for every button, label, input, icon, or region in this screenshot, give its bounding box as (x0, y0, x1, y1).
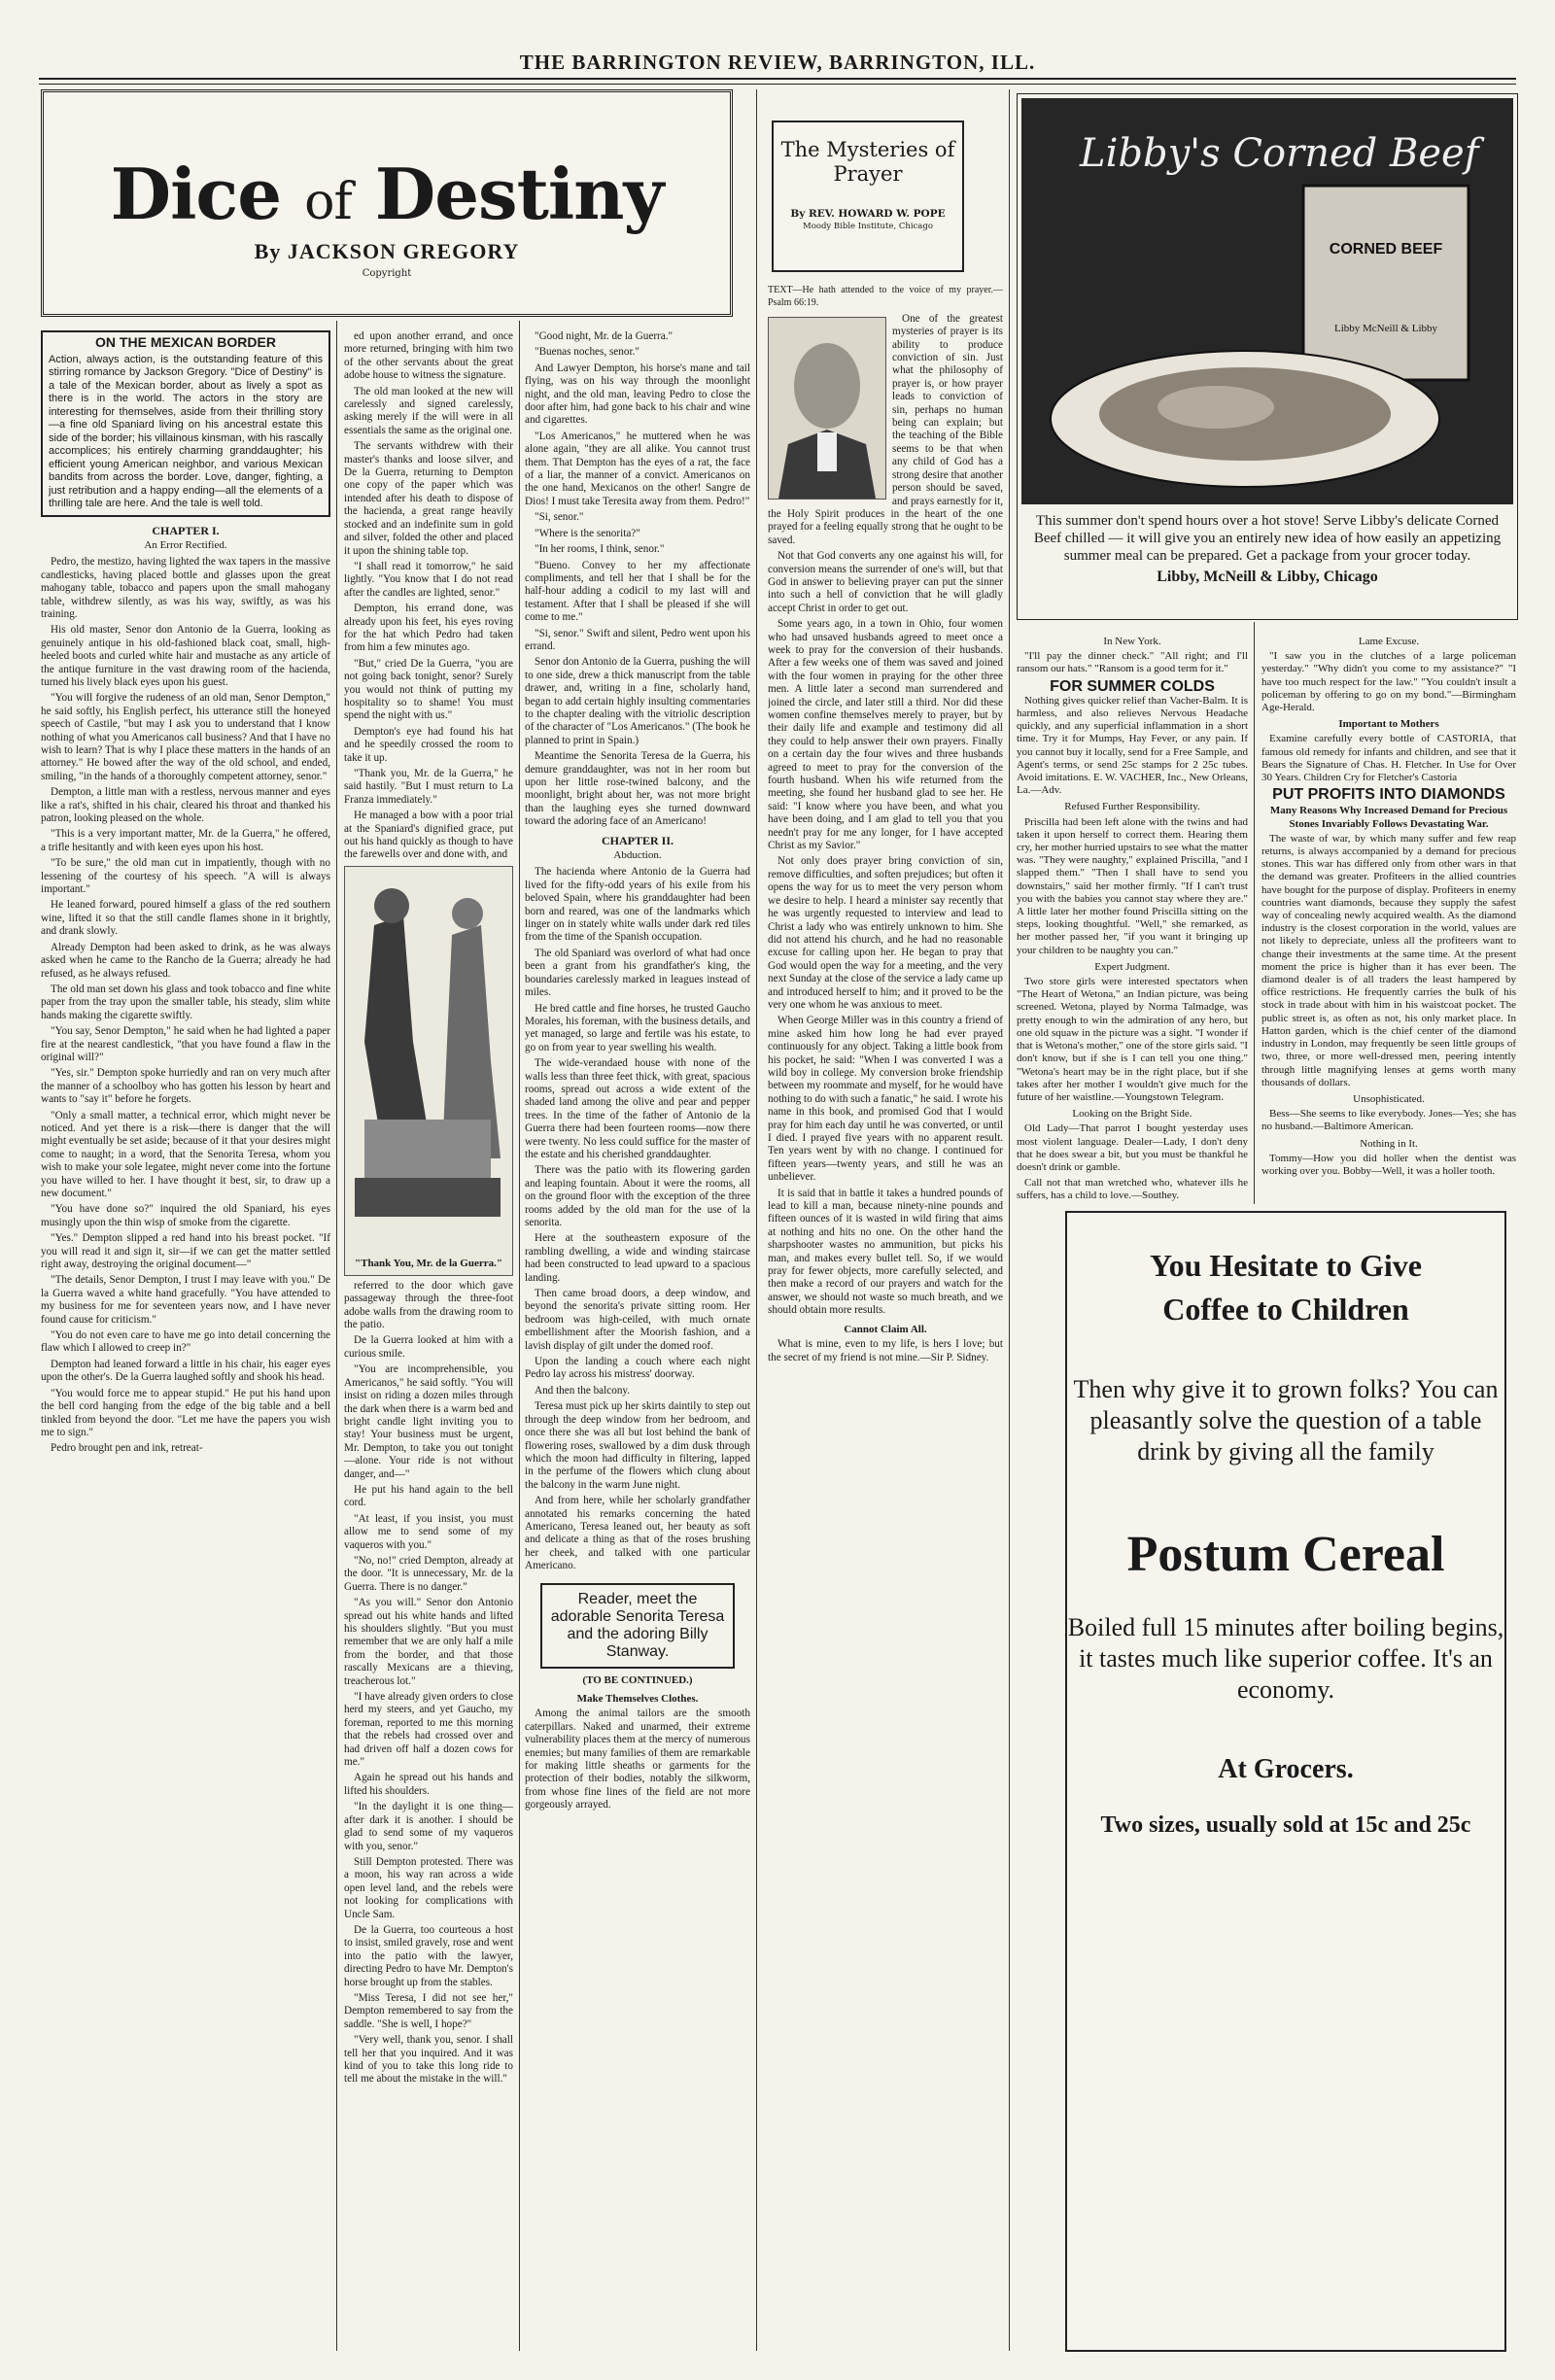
corned-beef-illustration (1021, 98, 1513, 504)
item-text: Old Lady—That parrot I bought yesterday uses most violent language. Dealer—Lady, I don't deny that he does swear a bit, but you must be thankful he doesn't drink or gamble. (1017, 1122, 1248, 1173)
diamonds-subheading: Many Reasons Why Increased Demand for Precious Stones Invariably Follows Devastating War. (1269, 805, 1508, 830)
filler-text: Among the animal tailors are the smooth caterpillars. Naked and unarmed, their extreme vulnerability places them at the mercy of numerous enemies; but many families of them are remarkable for making little sheaths or garments for the protection of their bodies, notably the silkworm, from whose fine lines of the field are not more gorgeously arrayed. (525, 1707, 750, 1811)
castoria-heading: Important to Mothers (1338, 718, 1439, 731)
paragraph: "Good night, Mr. de la Guerra." (535, 330, 674, 342)
illustration-caption: "Thank You, Mr. de la Guerra." (355, 1258, 502, 1270)
illustration-art (345, 867, 512, 1256)
paragraph: referred to the door which gave passageway through the three-foot adobe walls from the drawing room to the patio. (344, 1279, 513, 1331)
paragraph: Not only does prayer bring conviction of sin, remove difficulties, and soften prejudices; but often it opens the way for us to meet the very person whom we desire to help. I heard a minister say recently that he was urgently requested to interview and lead to Christ a lady who was entirely unknown to him. She did not attend his church, and he had no reasonable excuse for calling upon her. He began to pray that God would open the way for a meeting, and the very next Sunday at the close of the service a lady came up and introduced herself to him; and it proved to be the very one whom he was anxious to meet. (768, 855, 1003, 1011)
paragraph: Again he spread out his hands and lifted his shoulders. (344, 1772, 513, 1797)
chapter-heading: CHAPTER II. (601, 833, 674, 847)
paragraph: "You are incomprehensible, you Americanos," he said softly. "You will insist on riding a dozen miles through the dark when there is a warm bed and bright candle light inviting you to stay! Your business must be urgent, Mr. Dempton, to take you out tonight—alone. Your ride is not without danger, and—" (344, 1363, 513, 1480)
paragraph: "The details, Senor Dempton, I trust I may leave with you." De la Guerra waved a white hand gracefully. "You have attended to my business for me for seventeen years now, and I have never found cause for criticism." (41, 1274, 330, 1326)
libby-ad-text: This summer don't spend hours over a hot stove! Serve Libby's delicate Corned Beef chilled — it will give you an entirely new idea of how easily an appetizing summer meal can be prepared. Get a package from your grocer today. (1033, 513, 1502, 564)
paragraph: Then came broad doors, a deep window, and beyond the senorita's private sitting room. Her bedroom was high-ceiled, with much ornate embellishment after the Moorish fashion, and a lavish display of gilt under the domed roof. (525, 1288, 750, 1352)
paragraph: "You say, Senor Dempton," he said when he had lighted a paper fire at the nearest candlestick, "that you have found a flaw in the original will?" (41, 1025, 330, 1063)
story-body (525, 330, 750, 829)
paragraph: Still Dempton protested. There was a moon, his way ran across a wide open level land, and the rebels were not looking for complications with Uncle Sam. (344, 1855, 513, 1920)
paragraph: "Los Americanos," he muttered when he was alone again, "they are all alike. You cannot trust them. That Dempton has the eyes of a rat, the face of a liar, the manner of a convict. Americanos on the one hand, Mexicanos on the other! Sangre de Dios! I must take Teresita away from them. Pedro!" (525, 430, 750, 507)
story-byline: By JACKSON GREGORY (254, 239, 520, 263)
paragraph: He managed a bow with a poor trial at the Spaniard's dignified grace, put out his hand quickly as though to have the farewells over and done with, and (344, 810, 513, 861)
paragraph: Pedro, the mestizo, having lighted the wax tapers in the massive candlesticks, having placed bottle and glasses upon the great mahogany table, tobacco and papers upon the small mahogany table, withdrew silently, as was his way, swiftly, as was his training. (41, 556, 330, 620)
paragraph: "Si, senor." Swift and silent, Pedro went upon his errand. (525, 627, 750, 652)
item-heading: Lame Excuse. (1358, 636, 1420, 647)
paragraph: "You do not even care to have me go into detail concerning the flaw which I allowed to creep in?" (41, 1329, 330, 1355)
can-label: CORNED BEEF (1329, 241, 1443, 258)
paragraph: "Very well, thank you, senor. I shall tell her that you inquired. And it was kind of you to take this long ride to tell me about the mistake in the will." (344, 2034, 513, 2086)
paragraph: The old man looked at the new will carelessly and signed carelessly, asking merely if the will were in all essentials the same as the original one. (344, 385, 513, 436)
postum-ad (1065, 1211, 1506, 2352)
ad-script-text: Libby's Corned Beef (1080, 131, 1479, 176)
paragraph: Not that God converts any one against his will, for conversion means the surrender of one's will, but that God in answer to believing prayer can put the sinner into such a hell of conviction that he will gladly accept Christ in order to get out. (768, 550, 1003, 614)
paragraph: The old man set down his glass and took tobacco and fine white paper from the tray upon the smaller table, his steady, slim white hands making the cigarette swiftly. (41, 983, 330, 1021)
paragraph: Pedro brought pen and ink, retreat- (51, 1442, 203, 1455)
paragraph: Meantime the Senorita Teresa de la Guerra, his demure granddaughter, was not in her room but upon her little rose-twined balcony, and the moonlight, bright about her, was not more bright than the laughing eyes she turned downward toward the adoring face of an Americano! (525, 750, 750, 828)
paragraph: "No, no!" cried Dempton, already at the door. "It is unnecessary, Mr. de la Guerra. There is no danger." (344, 1554, 513, 1593)
title-word: Dice (110, 153, 282, 235)
chapter-subtitle: An Error Rectified. (144, 538, 227, 551)
paragraph: "You will forgive the rudeness of an old man, Senor Dempton," he said softly, his English perfect, his utterance still the honeyed speech of Castile, "but may I ask you to understand that I know nothing of what you Americanos call business? And that I have no wish to learn? That is why I place these matters in the hands of an attorney." He bowed after the way of the old school, and ended, smiling, "in the hands of a thoroughly competent attorney, senor." (41, 692, 330, 782)
paragraph: The hacienda where Antonio de la Guerra had lived for the fifty-odd years of his exile from his beloved Spain, where his granddaughter had been born and reared, was one of the landmarks which linger on in stately white walls under dark red tiles from the time of the Spanish occupation. (525, 866, 750, 944)
filler-heading: Make Themselves Clothes. (576, 1692, 699, 1705)
masthead-rule-thin (39, 84, 1516, 85)
story-body (525, 866, 750, 1572)
paragraph: De la Guerra, too courteous a host to insist, smiled gravely, rose and went into the patio with the lawyer, directing Pedro to have Mr. Dempton's horse brought up from the stables. (344, 1923, 513, 1988)
paragraph: Dempton, a little man with a restless, nervous manner and eyes like a rat's, shifted in his chair, cleared his throat and thanked his patron, looking pleased on the whole. (41, 786, 330, 825)
synopsis-box (41, 330, 330, 517)
masthead-rule (39, 78, 1516, 80)
title-word: Destiny (374, 153, 664, 235)
postum-line-2: Coffee to Children (1162, 1292, 1409, 1327)
libby-ad-signature: Libby, McNeill & Libby, Chicago (1157, 569, 1378, 585)
story-headline (41, 89, 733, 317)
libby-ad-copy (1031, 512, 1503, 586)
author-portrait (768, 317, 886, 500)
item-text: Call not that man wretched who, whatever ills he suffers, has a child to love.—Southey. (1017, 1177, 1248, 1202)
story-illustration (344, 866, 513, 1276)
paragraph: He put his hand again to the bell cord. (344, 1483, 513, 1509)
story-column-1 (41, 330, 330, 2351)
paragraph: Dempton, his errand done, was already upon his feet, his eyes roving for the hat which Pedro had taken from him a few minutes ago. (344, 603, 513, 654)
paragraph: "In her rooms, I think, senor." (535, 543, 665, 556)
paragraph: "At least, if you insist, you must allow me to send some of my vaqueros with you." (344, 1512, 513, 1551)
paragraph: "I shall read it tomorrow," he said lightly. "You know that I do not read after the candles are lighted, senor." (344, 560, 513, 599)
paragraph: De la Guerra looked at him with a curious smile. (344, 1334, 513, 1360)
paragraph: "Bueno. Convey to her my affectionate compliments, and tell her that I shall be for the half-hour adding a codicil to my last will and testament. After that I shall be pleased if she will come to me." (525, 559, 750, 624)
mysteries-title: The Mysteries of Prayer (780, 138, 955, 186)
paragraph: "Thank you, Mr. de la Guerra," he said hastily. "But I must return to La Franza immediately." (344, 768, 513, 806)
paragraph: "Yes, sir." Dempton spoke hurriedly and ran on very much after the manner of a schoolboy who has gotten his lesson by heart and wants to "say it" before he forgets. (41, 1067, 330, 1106)
paragraph: Dempton had leaned forward a little in his chair, his eager eyes upon the other's. De la Guerra laughed softly and shook his head. (41, 1358, 330, 1384)
castoria-text: Examine carefully every bottle of CASTORIA, that famous old remedy for infants and children, and see that it Bears the Signature of Chas. H. Fletcher. In Use for Over 30 Years. Children Cry for Fletcher's Castoria (1261, 733, 1516, 784)
paragraph: "As you will." Senor don Antonio spread out his white hands and lifted his shoulders slightly. "But you must remember that we are only half a mile from the border, and that those rascally Mexicans are a thieving, treacherous lot." (344, 1597, 513, 1687)
column-separator (1254, 622, 1255, 1204)
item-heading: Unsophisticated. (1353, 1092, 1425, 1105)
paragraph: He leaned forward, poured himself a glass of the red southern wine, lifted it so that the still candle flames shone in it brightly, and drank slowly. (41, 899, 330, 938)
paragraph: It is said that in battle it takes a hundred pounds of lead to kill a man, because ninety-nine pounds and fifteen ounces of it is wasted in wild firing that aims at nothing and hits no one. On the other hand the sharpshooter wastes no ammunition, but picks his man, and makes every bullet tell. So, if we would pray for fewer objects, more carefully selected, and then make a record of our prayers and watch for the answer, we should not waste so much breath, and we should obtain more results. (768, 1187, 1003, 1317)
item-heading: Refused Further Responsibility. (1064, 801, 1200, 813)
paragraph: "You would force me to appear stupid." He put his hand upon the bell cord hanging from the edge of the big table and a bell tinkled from beyond the door. "Let me have the papers you wish me to sign." (41, 1387, 330, 1438)
continued-label: (TO BE CONTINUED.) (582, 1673, 693, 1686)
paragraph: Already Dempton had been asked to drink, as he was always asked when he came to the Rancho de la Guerra; already he had refused, as he always refused. (41, 941, 330, 980)
masthead: THE BARRINGTON REVIEW, BARRINGTON, ILL. (519, 51, 1036, 74)
paragraph: "Yes." Dempton slipped a red hand into his breast pocket. "If you will read it and sign it, sir—if we can get the matter settled right away, destroying the original document—" (41, 1232, 330, 1271)
paragraph: The old Spaniard was overlord of what had once been a grant from his grandfather's king, the boundaries carelessly marked in leagues instead of miles. (525, 947, 750, 999)
item-heading: In New York. (1103, 636, 1161, 647)
item-text: Tommy—How you did holler when the dentist was working over you. Bobby—Well, it was a holler tooth. (1261, 1152, 1516, 1177)
story-body (41, 556, 330, 1455)
poem-title: Cannot Claim All. (844, 1323, 927, 1335)
item-text: "I saw you in the clutches of a large policeman yesterday." "Why didn't you come to my assistance?" "I have too much respect for the law." "You couldn't insult a policeman by offering to go on my bond."—Birmingham Age-Herald. (1261, 650, 1516, 714)
story-column-2 (344, 330, 513, 2351)
paragraph: Upon the landing a couch where each night Pedro lay across his mistress' doorway. (525, 1356, 750, 1381)
postum-body-2: Boiled full 15 minutes after boiling begins, it tastes much like superior coffee. It's an economy. (1067, 1613, 1504, 1704)
libby-ad-art (1021, 98, 1513, 504)
paragraph: The servants withdrew with their master's thanks and loose silver, and De la Guerra, returning to Dempton one copy of the paper which was intended after his death to dispose of the hacienda, a great range heavily stocked and an indefinite sum in gold and silver, folded the other and placed it upon the shining table top. (344, 440, 513, 557)
paragraph: "Si, senor." (535, 511, 584, 524)
mysteries-column (768, 284, 1003, 2351)
libby-ad (1017, 93, 1518, 620)
mysteries-text-lead: TEXT—He hath attended to the voice of my prayer.—Psalm 66:19. (768, 285, 1003, 309)
paragraph: "This is a very important matter, Mr. de la Guerra," he offered, a trifle hesitantly and with keen eyes upon his host. (41, 828, 330, 853)
paragraph: Teresa must pick up her skirts daintily to step out through the deep window from her bedroom, and once there she was all but lost behind the bank of flowering roses, swallowed by a dim dusk through which the moon had difficulty in filtering, lapped in the perfume of the flowers which clung about the balcony in the warm June night. (525, 1400, 750, 1491)
paragraph: Dempton's eye had found his hat and he speedily crossed the room to take it up. (344, 725, 513, 764)
item-text: "I'll pay the dinner check." "All right; and I'll ransom our hats." "Ransom is a good term for it." (1017, 650, 1248, 675)
mysteries-box (772, 121, 964, 272)
title-word: of (304, 173, 352, 231)
story-body (344, 1280, 513, 2087)
column-separator (1009, 89, 1010, 2351)
paragraph: And then the balcony. (535, 1384, 631, 1397)
paragraph: One of the greatest mysteries of prayer is its ability to produce conviction of sin. Just what the philosophy of prayer is, or how prayer leads to conviction of sin, perhaps no human being can explain; but the teaching of the Bible seems to be that when any child of God has a strong desire that another person should be saved, and prays earnestly for it, the Holy Spirit produces in the heart of the one prayed for a feeling equally strong that he ought to be saved. (768, 312, 1003, 546)
diamonds-heading: PUT PROFITS INTO DIAMONDS (1272, 786, 1505, 804)
paragraph: "I have already given orders to close herd my steers, and yet Gaucho, my foreman, reported to me this morning that the rebels had crossed over and had driven off half a dozen cows for me." (344, 1691, 513, 1769)
vacher-ad-heading: FOR SUMMER COLDS (1050, 677, 1215, 695)
synopsis-title: ON THE MEXICAN BORDER (95, 334, 276, 350)
postum-body-1: Then why give it to grown folks? You can pleasantly solve the question of a table drink by giving all the family (1073, 1375, 1499, 1466)
paragraph: When George Miller was in this country a friend of mine asked him how long he had ever prayed continuously for any object. Taking a little book from his pocket, he said: "When I was converted I was a wild boy in college. My conversion broke friendship between my roommate and myself, for he would have nothing to do with such a fanatic," he said. I wrote his name in this book, and promised God that I would pray for him each day until he was converted, or until I died. I prayed five years with no apparent result. Ten years went by with no change. I continued for fifteen years—twenty years, and still he was an unbeliever. (768, 1015, 1003, 1184)
paragraph: "But," cried De la Guerra, "you are not going back tonight, senor? Surely you would not think of putting my hospitality so to shame! You must spend the night with us." (344, 657, 513, 722)
paragraph: Here at the southeastern exposure of the rambling dwelling, a wide and winding staircase had been constructed to lead upward to a spacious landing. (525, 1232, 750, 1284)
story-copyright: Copyright (362, 268, 412, 279)
mysteries-byline: By REV. HOWARD W. POPE (790, 208, 946, 220)
mysteries-affiliation: Moody Bible Institute, Chicago (803, 222, 933, 231)
vacher-ad-body: Nothing gives quicker relief than Vacher-Balm. It is harmless, and also relieves Nervous Headache quickly, and any superficial inflammation in a short time. Try it for Mumps, Hay Fever, or any pain. If you cannot buy it locally, send for a Free Sample, and Agent's terms, or send 25c stamps for 2 25c tubes. Avoid imitations. E. W. VACHER, Inc., New Orleans, La.—Adv. (1017, 694, 1248, 797)
paragraph: "To be sure," the old man cut in impatiently, though with no lessening of the courtesy of his speech. "A will is always important." (41, 857, 330, 896)
synopsis-text: Action, always action, is the outstanding feature of this stirring romance by Jackson Gregory. "Dice of Destiny" is a tale of the Mexican border, about as lively a spot as there is in the world. The actors in the story are interesting for themselves, aside from their thrilling story—a fine old Spaniard living on his ancestral estate this side of the border; his villainous kinsman, with his rascally accomplices; his entirely charming granddaughter; his efficient young American neighbor, and various Mexican bandits from across the border. Love, danger, fighting, a just retribution and a happy ending—all the elements of a thrilling tale are here. And the tale is well told. (49, 353, 323, 509)
paragraph: The wide-verandaed house with none of the walls less than three feet thick, with great, spacious rooms, spread out across a wide extent of the shaded land among the olive and pear and pepper trees. In the time of the father of Antonio de la Guerra there had been fourteen rooms—now there were twenty. No less could suffice for the master of the estate and his cherished granddaughter. (525, 1057, 750, 1160)
item-text: Two store girls were interested spectators when "The Heart of Wetona," an Indian picture, was being screened. Wetona, played by Norma Talmadge, was pretty enough to win the admiration of any hero, but one old squaw in the picture was a sight. "I wonder if that is Wetona's mother," one of the store girls said. "I don't know, but if she is I can tell you one thing." "Wetona's heart may be in the right place, but if she takes after her mother I wouldn't give much for the future of her waistline.—Youngstown Telegram. (1017, 976, 1248, 1103)
postum-grocers: At Grocers. (1218, 1754, 1354, 1784)
column-separator (756, 89, 757, 2351)
paragraph: He bred cattle and fine horses, he trusted Gaucho Morales, his foreman, with the business details, and yet managed, so large and fertile was his estate, to go on from year to year swelling his wealth. (525, 1002, 750, 1053)
misc-column-2 (1261, 632, 1516, 1210)
story-body (344, 330, 513, 862)
reader-notice: Reader, meet the adorable Senorita Teresa and the adoring Billy Stanway. (540, 1583, 735, 1669)
paragraph: "Buenas noches, senor." (535, 346, 639, 359)
paragraph: And from here, while her scholarly grandfather annotated his remarks concerning the hated Americano, Teresa leaned out, her beauty as soft and delicate a thing as that of the roses brushing her cheek, and talked with one particular Americano. (525, 1495, 750, 1572)
paragraph: "Only a small matter, a technical error, which might never be noticed. And yet there is a risk—there is danger that the will might eventually be set aside; because of it that your desires might come to naught; in a word, that the Senorita Teresa, whom you wish to make your sole legatee, might never come into the fortune you have willed to her. I have thought it best, sir, to draw up a new document." (41, 1109, 330, 1199)
paragraph: "You have done so?" inquired the old Spaniard, his eyes musingly upon the thin wisp of smoke from the cigarette. (41, 1203, 330, 1228)
paragraph: And Lawyer Dempton, his horse's mane and tail flying, was on his way through the moonlight night, and the old man, leaving Pedro to close the door after him, had gone back to his chair and wine and cigarettes. (525, 362, 750, 427)
postum-brand: Postum Cereal (1126, 1527, 1445, 1582)
postum-line-1: You Hesitate to Give (1150, 1248, 1422, 1283)
item-heading: Expert Judgment. (1094, 960, 1170, 973)
postum-sizes: Two sizes, usually sold at 15c and 25c (1100, 1812, 1471, 1838)
story-column-3 (525, 330, 750, 2351)
item-heading: Nothing in It. (1360, 1137, 1418, 1150)
paragraph: Some years ago, in a town in Ohio, four women who had unsaved husbands agreed to meet once a week to pray for the conversion of their husbands. After a few weeks one of them was saved and joined with the four women in praying for the other three men. A little later a second man surrendered and joined the circle, and later still a third. Nor did these women confine themselves merely to prayer, but by their daily life and example and testimony did all they could to help answer their own prayers. Finally on a certain day the four wives and three husbands agreed to meet to pray for the conversion of the fourth husband. When his wife returned from the meeting, she found her husband glad to see her. He said: "I know where you have been, and what you have been doing, and I am glad to tell you that you needn't pray for me any longer, for I have accepted Christ as my Savior." (768, 618, 1003, 852)
item-heading: Looking on the Bright Side. (1072, 1108, 1192, 1121)
paragraph: "In the daylight it is one thing—after dark it is another. I should be glad to send some of my vaqueros with you, senor." (344, 1801, 513, 1852)
can-brand: Libby McNeill & Libby (1333, 323, 1438, 334)
column-separator (519, 321, 520, 2351)
paragraph: There was the patio with its flowering garden and leaping fountain. About it were the rooms, all on the ground floor with the exception of the three rooms added by the old man for the use of la senorita. (525, 1164, 750, 1228)
misc-column-1 (1017, 632, 1248, 1210)
story-title (44, 153, 730, 235)
poem-text: What is mine, even to my life, is hers I love; but the secret of my friend is not mine.—Sir P. Sidney. (768, 1338, 1003, 1363)
portrait-art (769, 318, 885, 499)
paragraph: "Miss Teresa, I did not see her," Dempton remembered to say from the saddle. "She is well, I hope?" (344, 1991, 513, 2030)
paragraph: Senor don Antonio de la Guerra, pushing the will to one side, drew a thick manuscript from the table drawer, and, writing in a fine, scholarly hand, began to add certain highly insulting commentaries to the chapter dealing with the vitriolic description of the character of "Los Americanos." (The book he planned to print in Spain.) (525, 656, 750, 746)
diamonds-text: The waste of war, by which many suffer and few reap returns, is always accompanied by a demand for precious stones. This war has differed only from other wars in that the demand was greater. Profiteers in the allied countries have bought for the purpose of display. Profiteers in enemy countries want diamonds, because they supply the safest way of concealing newly acquired wealth. As the diamond industry is the closest corporation in the world, values are not likely to depreciate, unless all the profiteers want to change their investments at the same time. At the present moment the price is higher than it has ever been. The diamond dealer is of all traders the least hampered by office restrictions. He frequently carries the bulk of his stock in trade about with him in his waistcoat pocket. The public street is, as often as not, his only market place. In Hatton garden, which is the chief center of the diamond industry in London, may frequently be seen little groups of two, three, or more well-dressed men, peering intently through little magnifying lenses at gems worth many thousands of dollars. (1261, 832, 1516, 1088)
paragraph: ed upon another errand, and once more returned, bringing with him two of the other servants about the great adobe house to witness the signature. (344, 330, 513, 382)
paragraph: "Where is the senorita?" (535, 527, 640, 539)
item-text: Bess—She seems to like everybody. Jones—Yes; she has no husband.—Baltimore American. (1261, 1108, 1516, 1133)
chapter-heading: CHAPTER I. (152, 523, 220, 537)
column-separator (336, 321, 337, 2351)
paragraph: His old master, Senor don Antonio de la Guerra, looking as genuinely antique in his old-fashioned black coat, small, high-heeled boots and curled white hair and mustache as any article of the antique furniture in the vast drawing room of the hacienda, turned his lively black eyes upon his guest. (41, 624, 330, 688)
item-text: Priscilla had been left alone with the twins and had taken it upon herself to correct them. Hearing them cry, her mother hurried upstairs to see what the matter was. "They were naughty," explained Priscilla, "and I slapped them." "Then I shall have to send you downstairs," said her mother firmly. "If I can't trust you with the babies you cannot stay where they are." A little later her mother found Priscilla sitting on the steps, looking thoughtful. "Well," she remarked, as her mother passed her, "if you want it bringing up your children to be naughty you can." (1017, 815, 1248, 956)
chapter-subtitle: Abduction. (613, 849, 662, 862)
